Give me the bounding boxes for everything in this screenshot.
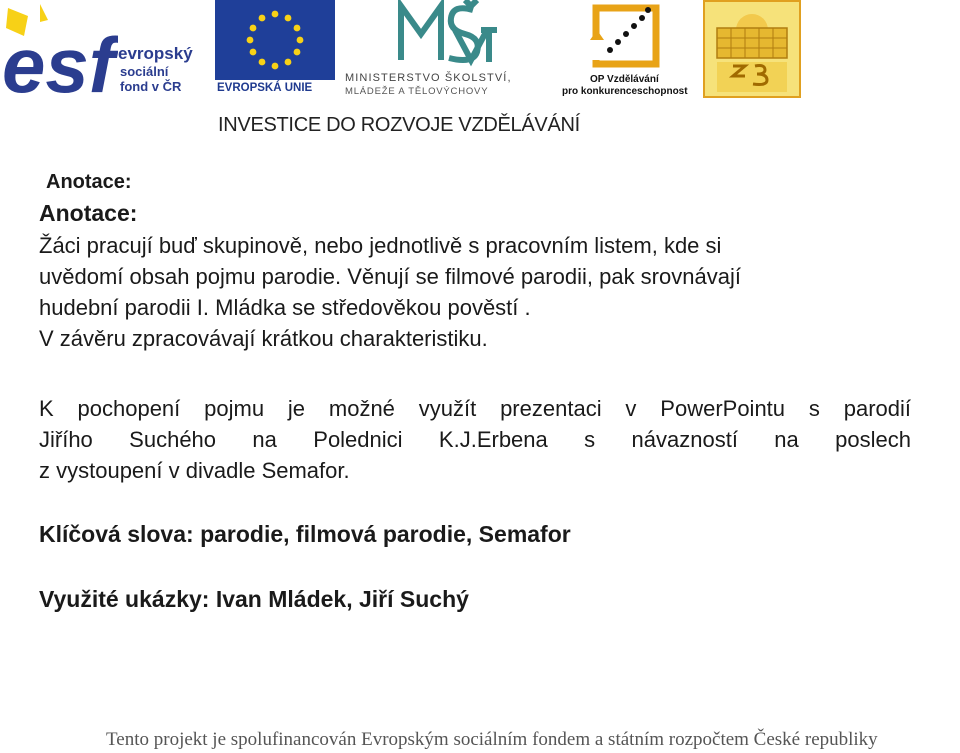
msmt-line1: MINISTERSTVO ŠKOLSTVÍ, — [345, 72, 512, 84]
keywords-line: Klíčová slova: parodie, filmová parodie, Semafor — [39, 521, 571, 547]
anotace-small-heading: Anotace: — [46, 171, 132, 193]
paragraph-line: z vystoupení v divadle Semafor. — [39, 458, 350, 483]
esf-sub-line1: sociální — [120, 64, 169, 79]
svg-text:esf: esf — [2, 21, 115, 100]
paragraph-line: K pochopení pojmu je možné využít prezentaci v PowerPointu s parodií — [39, 396, 911, 421]
paragraph-line: Jiřího Suchého na Polednici K.J.Erbena s návazností na poslech — [39, 427, 911, 452]
op-line1: OP Vzdělávání — [590, 74, 659, 85]
eu-logo — [215, 0, 337, 100]
paragraph-line: V závěru zpracovávají krátkou charakteristiku. — [39, 326, 488, 351]
examples-line: Využité ukázky: Ivan Mládek, Jiří Suchý — [39, 586, 469, 612]
msmt-logo — [345, 0, 555, 100]
op-logo-icon — [560, 0, 695, 72]
powerpoint-paragraph — [39, 393, 911, 486]
annotation-paragraph — [39, 230, 911, 354]
esf-logo-icon — [0, 0, 118, 100]
anotace-heading: Anotace: — [39, 200, 138, 226]
zs-school-logo — [703, 0, 801, 98]
op-line2: pro konkurenceschopnost — [562, 86, 688, 97]
msmt-line2: MLÁDEŽE A TĚLOVÝCHOVY — [345, 86, 489, 97]
paragraph-line: hudební parodii I. Mládka se středověkou pověstí . — [39, 295, 531, 320]
esf-sub — [120, 64, 181, 94]
esf-logo — [0, 0, 210, 100]
footer-note: Tento projekt je spolufinancován Evropským sociálním fondem a státním rozpočtem České republiky — [106, 729, 878, 750]
esf-word: evropský — [118, 44, 193, 63]
paragraph-line: Žáci pracují buď skupinově, nebo jednotlivě s pracovním listem, kde si — [39, 233, 722, 258]
eu-flag-icon — [215, 0, 335, 80]
esf-sub-line2: fond v ČR — [120, 79, 182, 94]
op-logo — [560, 0, 695, 100]
paragraph-line: uvědomí obsah pojmu parodie. Věnují se filmové parodii, pak srovnávají — [39, 264, 741, 289]
eu-label: EVROPSKÁ UNIE — [217, 82, 313, 94]
msmt-logo-icon — [345, 0, 555, 70]
zs-school-logo-icon — [703, 0, 801, 98]
slogan: INVESTICE DO ROZVOJE VZDĚLÁVÁNÍ — [218, 114, 580, 136]
